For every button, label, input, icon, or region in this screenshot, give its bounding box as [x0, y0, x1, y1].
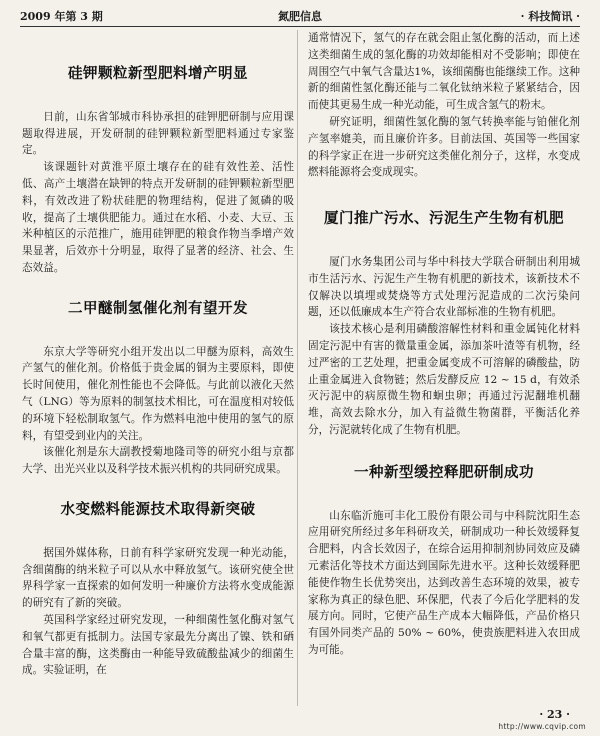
article-paragraph: 该技术核心是利用磷酸溶解性材料和重金属钝化材料固定污泥中有害的微量重金属，添加茶叶渣等有机物，经过严密的工艺处理，把重金属变成不可溶解的磷酸盐，防止重金属进入食物链；然后发酵反应 12 ~ 15 d，有效杀灭污泥中的病原微生物和蛔虫卵；再通过污泥翻堆机翻堆，高效去除水分，加入有益微生物菌群，平衡活化养分，污泥就转化成了生物有机肥。 [308, 323, 580, 436]
right-column [308, 30, 580, 659]
article-title: 水变燃料能源技术取得新突破 [60, 501, 256, 518]
article-paragraph: 通常情况下，氢气的存在就会阻止氢化酶的活动，而上述这类细菌生成的氢化酶的功效却能相对不受影响；即使在周围空气中氧气含量达1%，该细菌酶也能继续工作。这种新的细菌性氢化酶还能与二氧化钛纳米粒子紧紧结合，因而使其更易生成一种光动能，可生成含氢气的粉末。 [308, 32, 580, 112]
journal-title: 氮肥信息 [278, 10, 322, 23]
section-label: · 科技简讯 · [520, 10, 580, 23]
header-rule [20, 26, 580, 27]
page-number: · 23 · [539, 708, 570, 721]
article-paragraph: 据国外媒体称，日前有科学家研究发现一种光动能，含细菌酶的纳米粒子可以从水中释放氢气。该研究使全世界科学家一直探索的如何发明一种廉价方法将水变成能源的研究有了新的突破。 [22, 546, 294, 610]
article-paragraph: 山东临沂施可丰化工股份有限公司与中科院沈阳生态应用研究所经过多年科研攻关，研制成功一种长效缓释复合肥料，内含长效因子，在综合运用抑制剂协同效应及磷元素活化等技术方面达到国际先进水平。这种长效缓释肥能使作物生长优势突出，达到改善生态环境的效果，被专家称为真正的绿色肥、环保肥，代表了今后化学肥料的发展方向。同时，它使产品生产成本大幅降低，产品价格只有国外同类产品的 50% ~ 60%，使贵族肥料进入农田成为可能。 [308, 509, 580, 656]
left-column [22, 30, 294, 679]
article-title: 硅钾颗粒新型肥料增产明显 [68, 66, 248, 82]
article-paragraph: 厦门水务集团公司与华中科技大学联合研制出利用城市生活污水、污泥生产生物有机肥的新技术，该新技术不仅解决以填埋或焚烧等方式处理污泥造成的二次污染问题，还以低廉成本生产符合农业部标准的生物有机肥。 [308, 255, 580, 319]
article-paragraph: 东京大学等研究小组开发出以二甲醚为原料，高效生产氢气的催化剂。价格低于贵金属的铜为主要原料，即使长时间使用，催化剂性能也不会降低。与此前以液化天然气（LNG）等为原料的制氢技术相比，可在温度相对较低的环境下轻松制取氢气。作为燃料电池中使用的氢气的原料，有望受到业内的关注。 [22, 345, 294, 442]
article-water-to-fuel [22, 502, 294, 679]
article-paragraph: 英国科学家经过研究发现，一种细菌性氢化酶对氢气和氧气都更有抵制力。法国专家最先分离出了镍、铁和硒合量丰富的酶，这类酶由一种能导致硫酸盐减少的细菌生成。实验证明，在 [22, 613, 294, 677]
article-xiamen-sludge-fertilizer [308, 211, 580, 439]
article-paragraph: 该课题针对黄淮平原土壤存在的硅有效性差、活性低、高产土壤潜在缺钾的特点开发研制的硅钾颗粒新型肥料，有效改进了粉状硅肥的物理结构，促进了氮磷的吸收，提高了土壤供肥能力。通过在水稻、小麦、大豆、玉米种植区的示范推广，施用硅钾肥的粮食作物当季增产效果显著，后效亦十分明显，取得了显著的经济、社会、生态效益。 [22, 161, 294, 274]
running-header [20, 8, 580, 26]
article-paragraph: 该催化剂是东大副教授菊地隆司等的研究小组与京都大学、出光兴业以及科学技术振兴机构的共同研究成果。 [22, 446, 294, 476]
article-title: 二甲醚制氢催化剂有望开发 [68, 300, 248, 317]
article-title: 一种新型缓控释肥研制成功 [354, 464, 534, 481]
article-dme-hydrogen-catalyst [22, 301, 294, 478]
watermark-url: http://www.cqvip.com [498, 722, 586, 731]
article-silicon-potash-fertilizer [22, 66, 294, 277]
column-divider [297, 30, 298, 706]
article-title: 厦门推广污水、污泥生产生物有机肥 [324, 211, 564, 228]
article-slow-release-fertilizer [308, 465, 580, 659]
article-paragraph: 研究证明，细菌性氢化酶的氢气转换率能与铂催化剂产氢率媲美，而且廉价许多。目前法国、英国等一些国家的科学家正在进一步研究这类催化剂分子，这样，水变成燃料能源将会变成现实。 [308, 115, 580, 179]
issue-label: 2009 年第 3 期 [20, 10, 103, 23]
article-paragraph: 日前，山东省邹城市科协承担的硅钾肥研制与应用课题取得进展，开发研制的硅钾颗粒新型肥料通过专家鉴定。 [22, 110, 294, 157]
article-water-to-fuel-continued [308, 30, 580, 181]
